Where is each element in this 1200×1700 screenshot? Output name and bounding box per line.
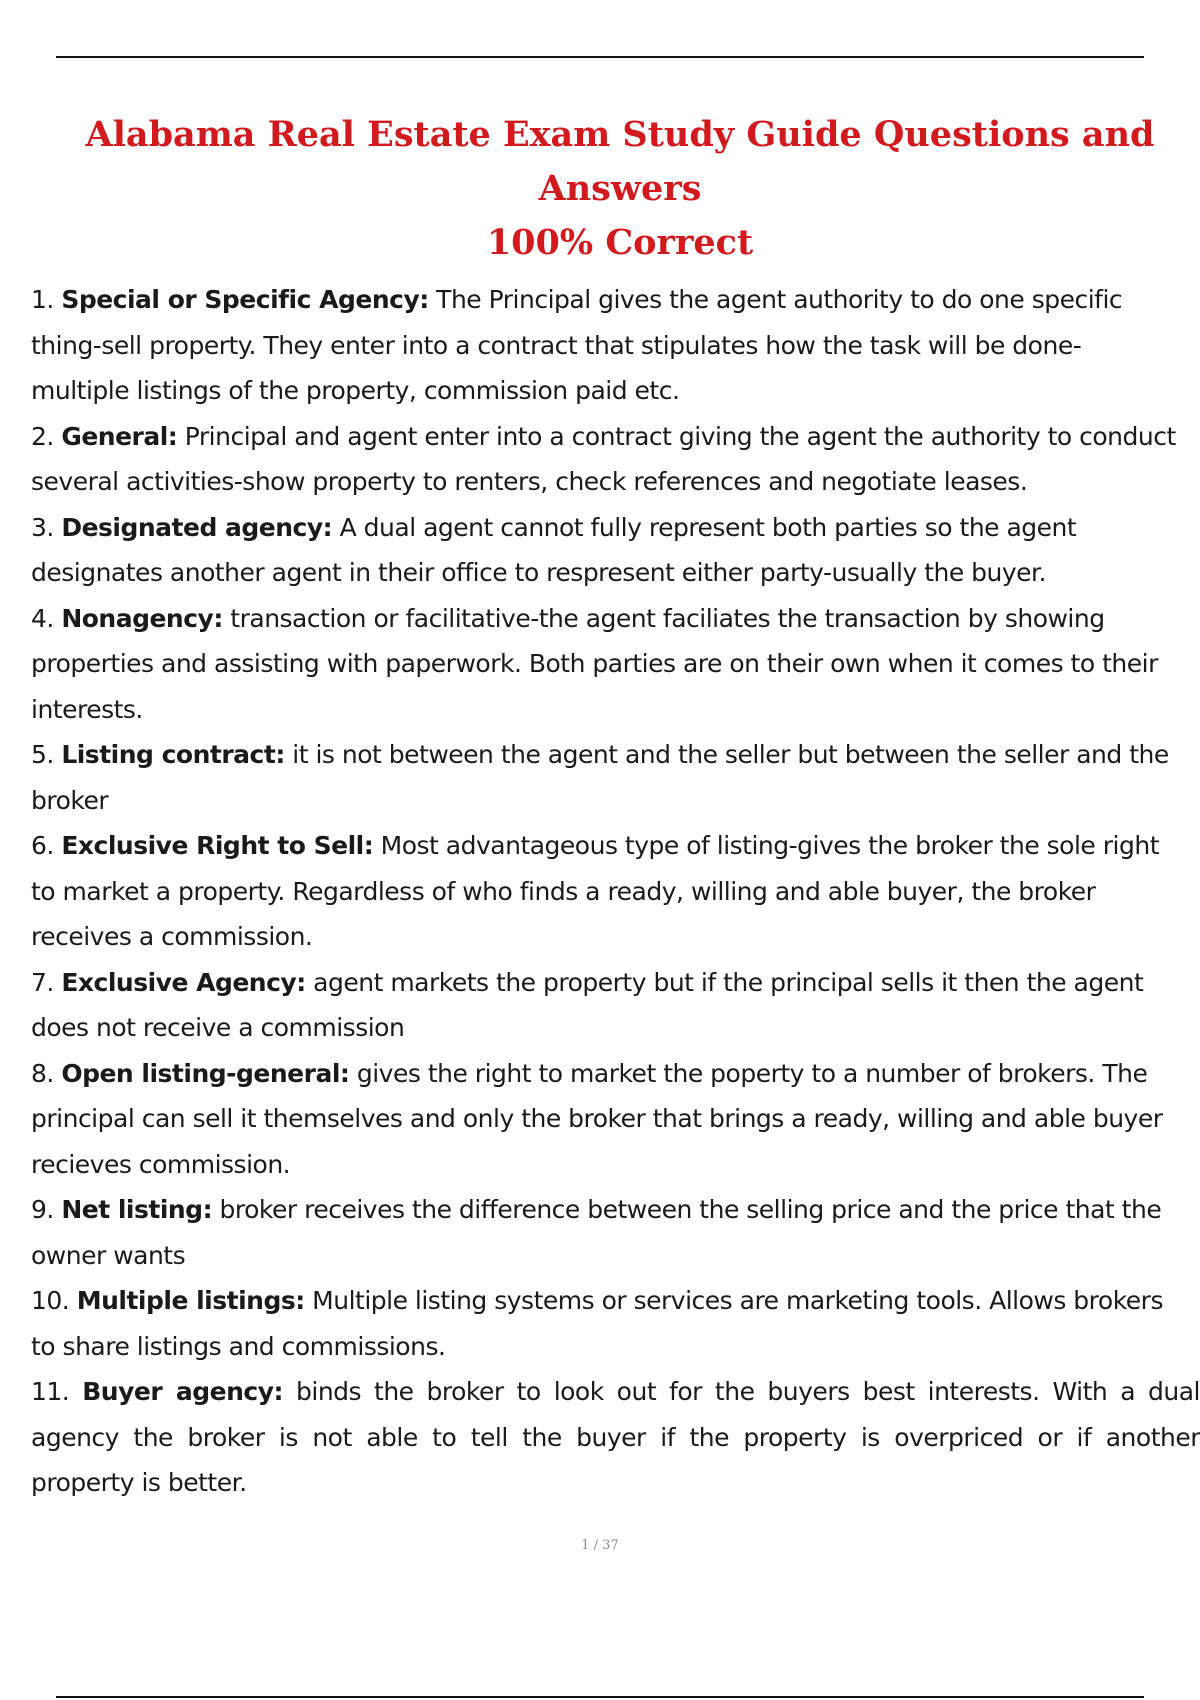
list-item [31, 596, 1200, 733]
entry-number: 3. [31, 512, 54, 542]
entry-text: to share listings and commissions. [31, 1331, 446, 1361]
entry-term: Exclusive Right to Sell: [61, 831, 374, 860]
entry-line [31, 1415, 1200, 1461]
entry-text: Most advantageous type of listing-gives the broker the sole right [373, 831, 1159, 860]
entry-text: binds the broker to look out for the buyers best interests. With a dual [283, 1377, 1200, 1406]
entry-line [31, 1324, 1200, 1370]
entry-term: Nonagency: [61, 603, 223, 633]
entry-text: property is better. [31, 1468, 247, 1497]
entry-text: Principal and agent enter into a contract giving the agent the authority to conduct [177, 421, 1176, 451]
entry-text: receives a commission. [31, 922, 313, 951]
entry-term: Multiple listings: [76, 1286, 305, 1315]
entry-line [31, 277, 1200, 323]
entry-text: agent markets the property but if the principal sells it then the agent [305, 967, 1144, 997]
entry-text: principal can sell it themselves and only the broker that brings a ready, willing and able buyer [31, 1104, 1163, 1133]
entry-number: 8. [31, 1058, 54, 1088]
entry-text: Multiple listing systems or services are marketing tools. Allows brokers [304, 1286, 1163, 1315]
top-rule [56, 56, 1144, 58]
entry-line [31, 1096, 1200, 1142]
list-item [31, 1278, 1200, 1369]
entry-number: 6. [31, 831, 54, 860]
entry-line [31, 1051, 1200, 1097]
entry-number: 10. [31, 1286, 70, 1315]
entry-text: transaction or facilitative-the agent faciliates the transaction by showing [222, 603, 1105, 633]
entry-line [31, 823, 1200, 869]
entry-line [31, 368, 1200, 414]
list-item [31, 277, 1200, 414]
list-item [31, 823, 1200, 960]
entry-line [31, 414, 1200, 460]
entry-term: Open listing-general: [61, 1058, 350, 1088]
entry-term: Special or Specific Agency: [61, 285, 429, 314]
entry-line [31, 459, 1200, 505]
entry-line [31, 869, 1200, 915]
entry-line [31, 1142, 1200, 1188]
entry-number: 7. [31, 967, 54, 997]
entry-line [31, 732, 1200, 778]
entry-text: to market a property. Regardless of who finds a ready, willing and able buyer, the broker [31, 876, 1096, 906]
page-number: 1 / 37 [581, 1538, 619, 1553]
entry-line [31, 778, 1200, 824]
entry-text: owner wants [31, 1240, 186, 1270]
entry-text: broker [31, 785, 109, 815]
entry-line [31, 641, 1200, 687]
entry-term: Exclusive Agency: [61, 967, 306, 997]
entry-text: A dual agent cannot fully represent both parties so the agent [332, 512, 1077, 542]
entry-text: properties and assisting with paperwork. Both parties are on their own when it comes to their [31, 649, 1158, 678]
entry-line [31, 1005, 1200, 1051]
entry-text: The Principal gives the agent authority to do one specific [428, 285, 1123, 314]
entry-term: General: [61, 421, 178, 451]
entry-text: broker receives the difference between the selling price and the price that the [212, 1195, 1162, 1224]
entry-text: thing-sell property. They enter into a contract that stipulates how the task will be done- [31, 330, 1082, 360]
entry-number: 5. [31, 740, 54, 769]
entry-line [31, 687, 1200, 733]
entry-line [31, 1233, 1200, 1279]
entry-term: Designated agency: [61, 512, 333, 542]
entry-term: Buyer agency: [82, 1377, 284, 1406]
entry-number: 1. [31, 285, 54, 314]
list-item [31, 1051, 1200, 1188]
entry-number: 2. [31, 421, 54, 451]
entry-term: Net listing: [61, 1195, 213, 1224]
entry-text: agency the broker is not able to tell the buyer if the property is overpriced or if another [31, 1422, 1200, 1452]
entry-text: interests. [31, 694, 143, 724]
entry-text: recieves commission. [31, 1149, 291, 1179]
entry-text: multiple listings of the property, commission paid etc. [31, 376, 680, 405]
entry-text: gives the right to market the poperty to a number of brokers. The [349, 1058, 1148, 1088]
entry-line [31, 960, 1200, 1006]
entry-term: Listing contract: [61, 740, 285, 769]
entry-line [31, 323, 1200, 369]
entry-line [31, 1369, 1200, 1415]
entry-text: several activities-show property to renters, check references and negotiate leases. [31, 467, 1028, 496]
list-item [31, 732, 1200, 823]
list-item [31, 505, 1200, 596]
entry-text: does not receive a commission [31, 1013, 405, 1042]
entry-number: 9. [31, 1195, 54, 1224]
list-item [31, 414, 1200, 505]
entry-text: it is not between the agent and the seller but between the seller and the [284, 740, 1169, 769]
entry-number: 11. [31, 1377, 70, 1406]
entry-line [31, 1187, 1200, 1233]
entry-line [31, 550, 1200, 596]
list-item [31, 1369, 1200, 1506]
bottom-rule [56, 1696, 1144, 1698]
list-item [31, 1187, 1200, 1278]
study-guide-entries [31, 277, 1200, 1506]
entry-number: 4. [31, 603, 54, 633]
document-title [40, 108, 1200, 270]
entry-line [31, 914, 1200, 960]
entry-line [31, 1278, 1200, 1324]
list-item [31, 960, 1200, 1051]
title-line-1: Alabama Real Estate Exam Study Guide Questions and Answers [85, 114, 1155, 209]
title-line-2: 100% Correct [486, 222, 754, 263]
entry-text: designates another agent in their office to respresent either party-usually the buyer. [31, 558, 1046, 587]
entry-line [31, 1460, 1200, 1506]
entry-line [31, 505, 1200, 551]
entry-line [31, 596, 1200, 642]
